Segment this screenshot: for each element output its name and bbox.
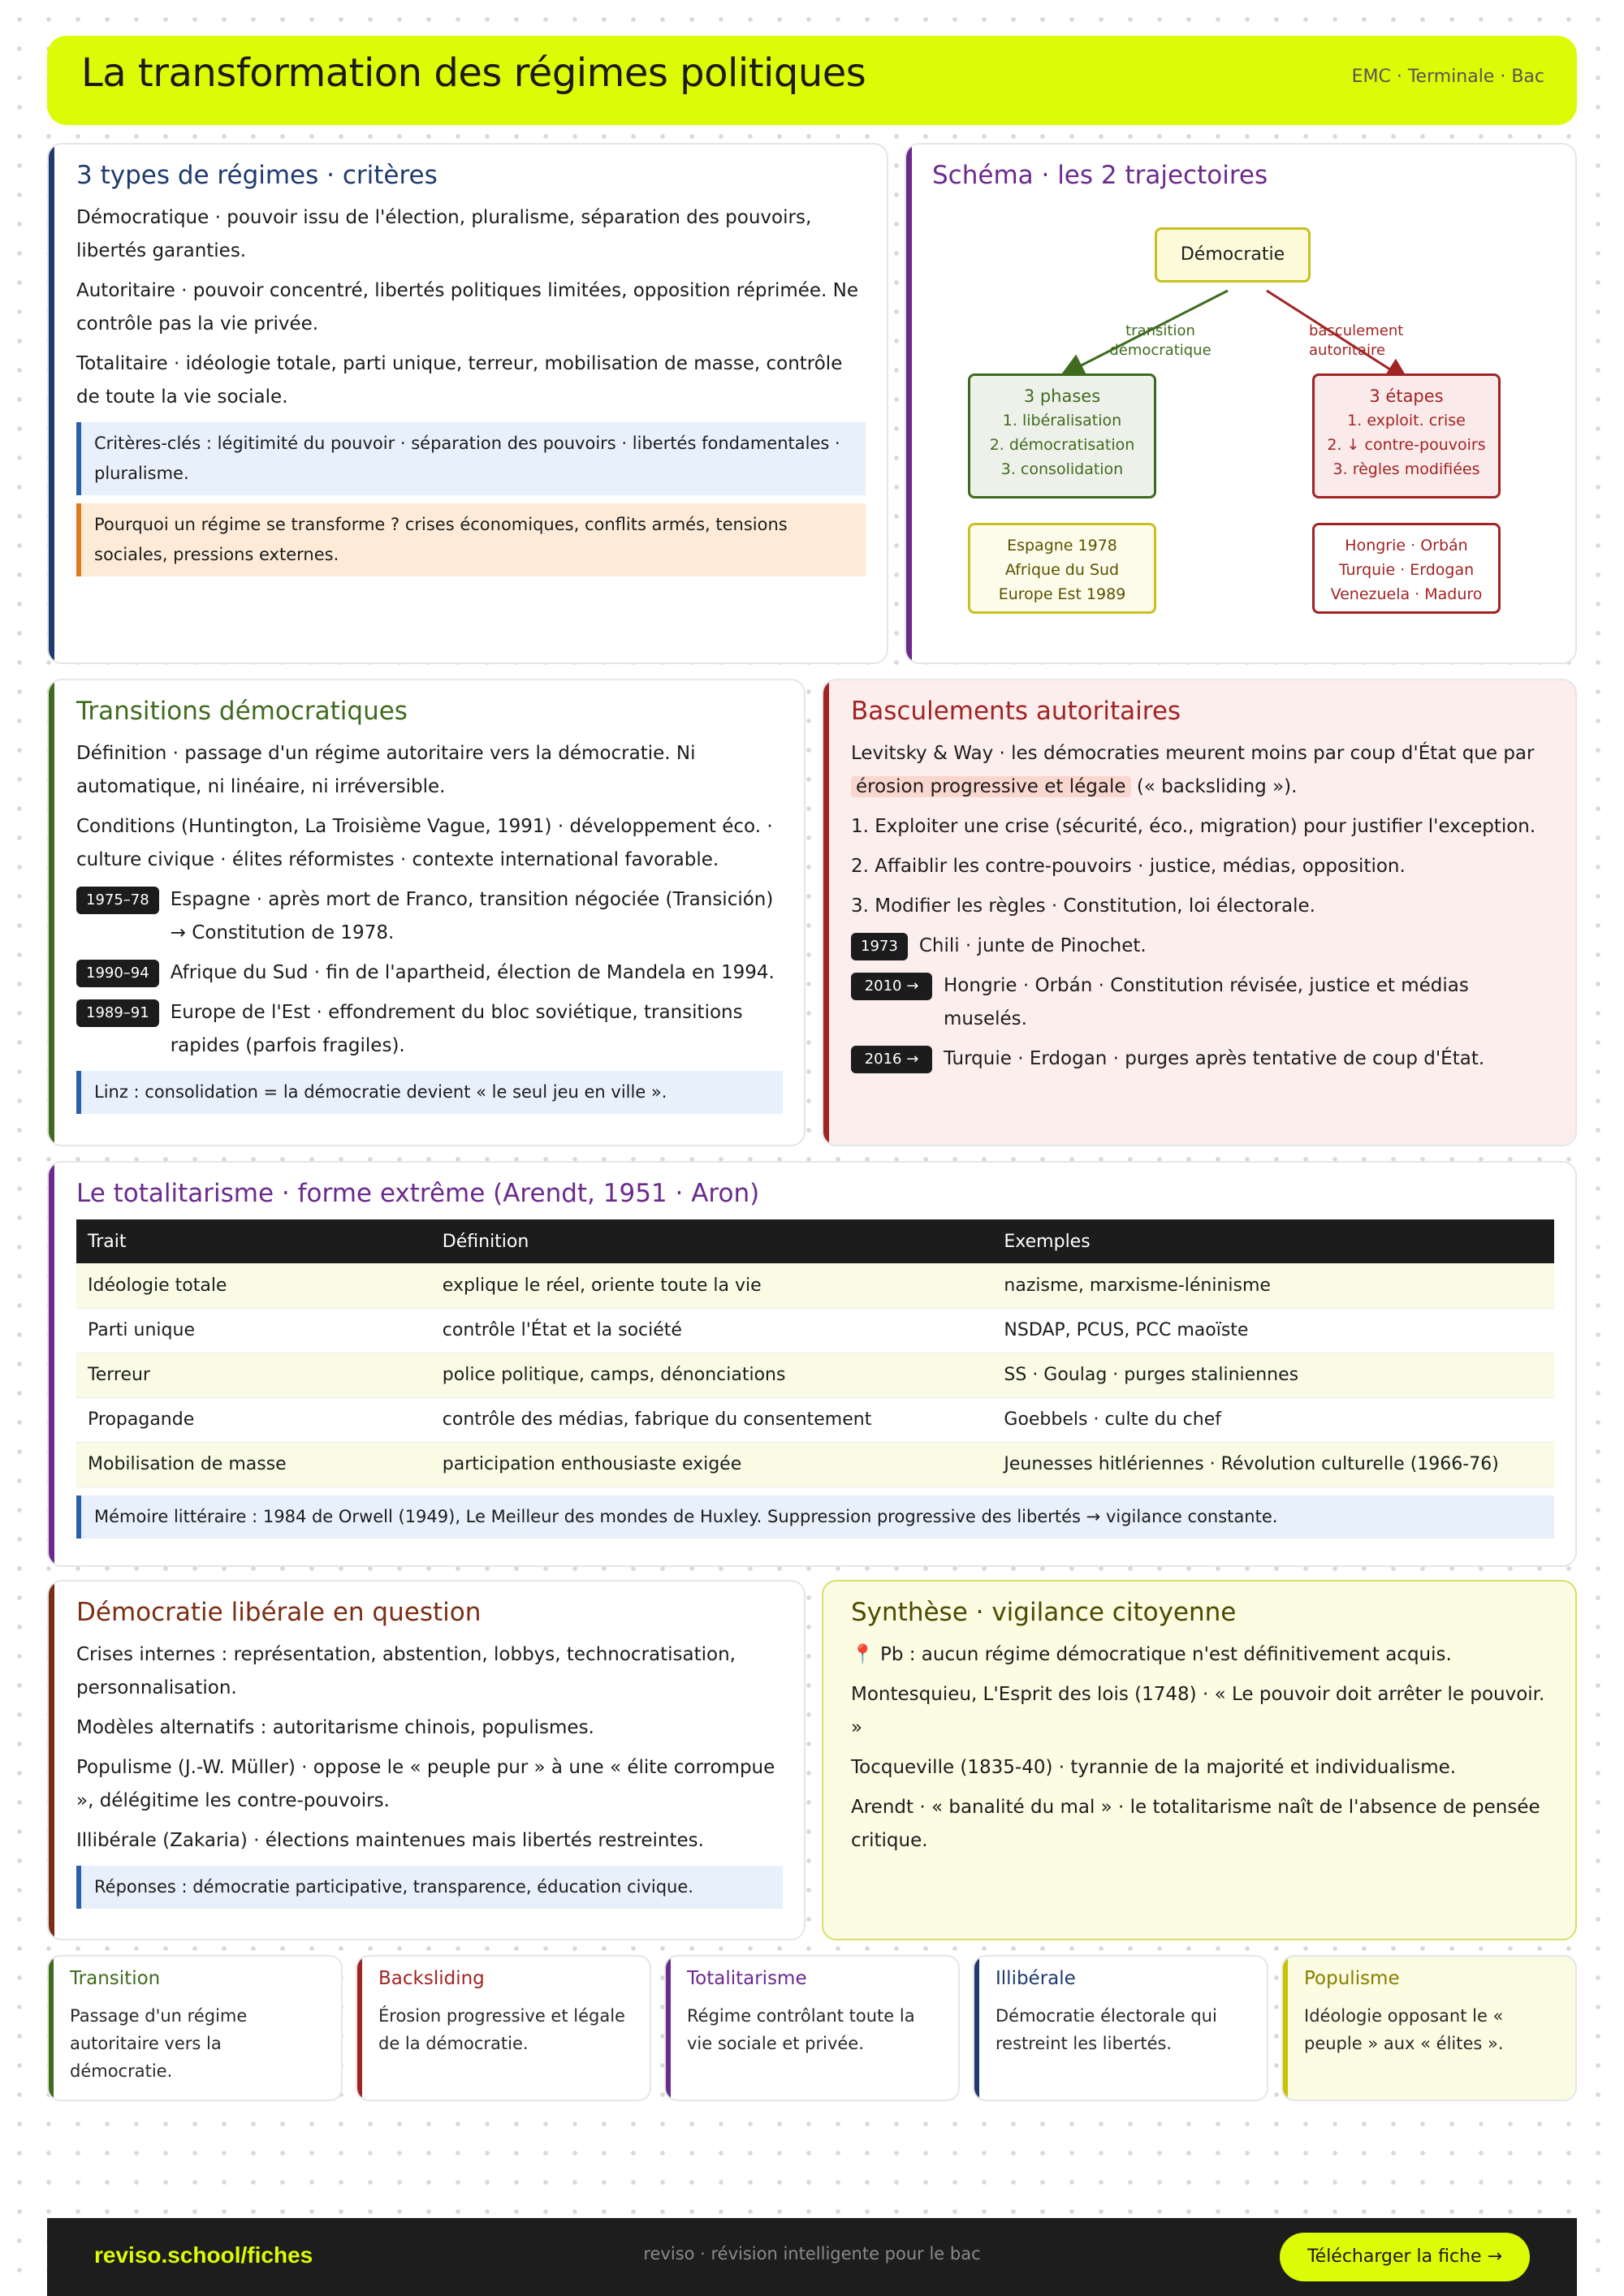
card-title: Transitions démocratiques <box>76 697 408 726</box>
table-cell: contrôle des médias, fabrique du consentement <box>431 1397 993 1442</box>
text-part: (« backsliding »). <box>1130 776 1298 797</box>
table-row <box>76 1263 1554 1308</box>
illiberale-text: Illibérale (Zakaria) · élections maintenues mais libertés restreintes. <box>76 1830 704 1851</box>
highlight: érosion progressive et légale <box>851 776 1131 797</box>
table-cell: NSDAP, PCUS, PCC maoïste <box>992 1308 1554 1353</box>
populisme-text: Populisme (J.-W. Müller) · oppose le « peuple pur » à une « élite corrompue », délégitime les contre-pouvoirs. <box>76 1757 775 1811</box>
table-cell: police politique, camps, dénonciations <box>431 1353 993 1397</box>
card-synthese <box>822 1580 1577 1940</box>
node-heading: 3 phases <box>1023 386 1101 406</box>
example-item: Espagne 1978 <box>1007 537 1117 555</box>
diagram-examples-basculement <box>1312 523 1501 614</box>
table-row <box>76 1397 1554 1442</box>
lexique-card-populisme <box>1281 1955 1577 2101</box>
diagram-node-etapes <box>1312 373 1501 498</box>
text-part: Levitsky & Way · les démocraties meurent moins par coup d'État que par <box>851 743 1535 764</box>
timeline-text: Espagne · après mort de Franco, transition négociée (Transición) → Constitution de 1978. <box>170 889 774 943</box>
memoire-note: Mémoire littéraire : 1984 de Orwell (1949), Le Meilleur des mondes de Huxley. Suppression progressive des libertés → vigilance constante. <box>76 1495 1554 1539</box>
date-tag: 1989–91 <box>76 999 159 1027</box>
timeline-item <box>851 930 1554 963</box>
timeline-text: Hongrie · Orbán · Constitution révisée, justice et médias muselés. <box>944 975 1469 1029</box>
regime-item <box>76 347 866 414</box>
table-cell: Terreur <box>76 1353 431 1397</box>
table-cell: Jeunesses hitlériennes · Révolution culturelle (1966-76) <box>992 1442 1554 1487</box>
regime-item <box>76 201 866 268</box>
timeline-item <box>851 1042 1554 1076</box>
regime-item <box>76 274 866 341</box>
regime-name: Autoritaire <box>76 280 175 301</box>
lexique-definition: Idéologie opposant le « peuple » aux « élites ». <box>1304 2006 1504 2053</box>
table-header-row <box>76 1219 1554 1263</box>
lexique-term: Populisme <box>1304 1968 1400 1989</box>
table-cell: Propagande <box>76 1397 431 1442</box>
reponses-note: Réponses : démocratie participative, transparence, éducation civique. <box>76 1866 783 1909</box>
card-title: Démocratie libérale en question <box>76 1598 482 1627</box>
probleme-label: Pb : aucun régime démocratique n'est définitivement acquis. <box>879 1644 1452 1665</box>
table-row <box>76 1308 1554 1353</box>
diagram-examples-transition <box>968 523 1156 614</box>
example-item: Turquie · Erdogan <box>1338 561 1475 579</box>
card-accent-bar <box>49 680 54 1145</box>
node-item: 3. règles modifiées <box>1332 460 1480 478</box>
crises-text: Crises internes : représentation, abstention, lobbys, technocratisation, personnalisation. <box>76 1644 736 1698</box>
card-title: Basculements autoritaires <box>851 697 1181 726</box>
example-item: Afrique du Sud <box>1004 561 1120 579</box>
edge-label-basculement <box>1309 322 1447 360</box>
lexique-definition: Érosion progressive et légale de la démocratie. <box>378 2006 625 2053</box>
arendt-text: Arendt · « banalité du mal » · le totalitarisme naît de l'absence de pensée critique. <box>851 1797 1540 1851</box>
regime-name: Totalitaire <box>76 353 168 374</box>
why-note: Pourquoi un régime se transforme ? crises économiques, conflits armés, tensions sociales, pressions externes. <box>76 503 866 576</box>
card-title: Schéma · les 2 trajectoires <box>932 161 1268 190</box>
lexique-card-totalitarisme <box>664 1955 960 2101</box>
footer-tagline: reviso · révision intelligente pour le bac <box>643 2244 981 2264</box>
lexique-card-transition <box>47 1955 343 2101</box>
table-row <box>76 1353 1554 1397</box>
modeles-text: Modèles alternatifs : autoritarisme chinois, populismes. <box>76 1717 594 1738</box>
table-cell: Idéologie totale <box>76 1263 431 1308</box>
lexique-definition: Passage d'un régime autoritaire vers la démocratie. <box>70 2006 248 2081</box>
timeline-text: Europe de l'Est · effondrement du bloc soviétique, transitions rapides (parfois fragiles). <box>170 1002 743 1056</box>
pin-icon: 📍 <box>851 1644 875 1665</box>
table-cell: Mobilisation de masse <box>76 1442 431 1487</box>
lexique-term: Totalitarisme <box>687 1968 807 1989</box>
column-header: Définition <box>431 1219 993 1263</box>
conditions-text: Conditions (Huntington, La Troisième Vague, 1991) · développement éco. · culture civique · élites réformistes · contexte international favorable. <box>76 816 773 870</box>
table-cell: nazisme, marxisme-léninisme <box>992 1263 1554 1308</box>
page-title: La transformation des régimes politiques <box>81 50 866 96</box>
page-meta: EMC · Terminale · Bac <box>1351 67 1544 87</box>
table-cell: participation enthousiaste exigée <box>431 1442 993 1487</box>
table-cell: SS · Goulag · purges staliniennes <box>992 1353 1554 1397</box>
timeline-text: Turquie · Erdogan · purges après tentative de coup d'État. <box>944 1048 1485 1069</box>
table-row <box>76 1442 1554 1487</box>
brand-link[interactable]: reviso.school/fiches <box>94 2242 313 2268</box>
step-item: 2. Affaiblir les contre-pouvoirs · justice, médias, opposition. <box>851 856 1406 877</box>
card-types-regimes <box>47 143 888 664</box>
column-header: Exemples <box>992 1219 1554 1263</box>
node-heading: 3 étapes <box>1369 386 1444 406</box>
page-header <box>47 36 1577 125</box>
column-header: Trait <box>76 1219 431 1263</box>
table-cell: Goebbels · culte du chef <box>992 1397 1554 1442</box>
card-title: 3 types de régimes · critères <box>76 161 438 190</box>
table-cell: contrôle l'État et la société <box>431 1308 993 1353</box>
probleme-text <box>851 1638 1554 1672</box>
card-accent-bar <box>49 1582 54 1939</box>
date-tag: 2010 → <box>851 973 932 1000</box>
date-tag: 1990–94 <box>76 960 159 987</box>
example-item: Venezuela · Maduro <box>1330 585 1483 603</box>
card-accent-bar <box>49 145 54 662</box>
timeline-item <box>76 996 783 1063</box>
levitsky-text <box>851 737 1554 804</box>
table-cell: explique le réel, oriente toute la vie <box>431 1263 993 1308</box>
timeline-text: Chili · junte de Pinochet. <box>918 935 1147 956</box>
card-accent-bar <box>823 680 829 1145</box>
card-basculements <box>822 679 1577 1146</box>
traits-table <box>76 1219 1554 1487</box>
definition-text: Définition · passage d'un régime autoritaire vers la démocratie. Ni automatique, ni linéaire, ni irréversible. <box>76 743 696 797</box>
example-item: Europe Est 1989 <box>998 585 1126 603</box>
page-footer <box>47 2218 1577 2296</box>
tocqueville-text: Tocqueville (1835-40) · tyrannie de la majorité et individualisme. <box>851 1757 1457 1778</box>
lexique-term: Backsliding <box>378 1968 485 1989</box>
timeline-item <box>76 883 783 950</box>
date-tag: 1975–78 <box>76 887 159 914</box>
card-democratie-liberale <box>47 1580 806 1940</box>
card-totalitarisme <box>47 1161 1577 1567</box>
lexique-term: Illibérale <box>996 1968 1076 1989</box>
card-transitions <box>47 679 806 1146</box>
montesquieu-text: Montesquieu, L'Esprit des lois (1748) · « Le pouvoir doit arrêter le pouvoir. » <box>851 1684 1545 1738</box>
timeline-text: Afrique du Sud · fin de l'apartheid, élection de Mandela en 1994. <box>170 962 775 983</box>
node-item: 1. libéralisation <box>1002 412 1122 429</box>
lexique-definition: Démocratie électorale qui restreint les libertés. <box>996 2006 1217 2053</box>
edge-label-text: basculement autoritaire <box>1309 322 1404 359</box>
date-tag: 2016 → <box>851 1046 932 1073</box>
regime-name: Démocratique <box>76 207 209 228</box>
edge-label-transition <box>1091 322 1229 360</box>
node-item: 2. démocratisation <box>989 436 1135 454</box>
step-item: 3. Modifier les règles · Constitution, loi électorale. <box>851 896 1315 917</box>
card-title: Le totalitarisme · forme extrême (Arendt, 1951 · Aron) <box>76 1179 760 1208</box>
step-item: 1. Exploiter une crise (sécurité, éco., migration) pour justifier l'exception. <box>851 816 1536 837</box>
diagram-node-democratie: Démocratie <box>1155 227 1311 283</box>
lexique-card-backsliding <box>356 1955 651 2101</box>
regime-desc: · pouvoir issu de l'élection, pluralisme, séparation des pouvoirs, libertés garanties. <box>76 207 812 261</box>
lexique-term: Transition <box>70 1968 161 1989</box>
regime-desc: · idéologie totale, parti unique, terreur, mobilisation de masse, contrôle de toute la vie sociale. <box>76 353 843 408</box>
node-item: 3. consolidation <box>1000 460 1124 478</box>
example-item: Hongrie · Orbán <box>1345 537 1468 555</box>
regime-desc: · pouvoir concentré, libertés politiques limitées, opposition réprimée. Ne contrôle pas la vie privée. <box>76 280 859 334</box>
timeline-item <box>851 969 1554 1036</box>
diagram-node-phases <box>968 373 1156 498</box>
download-button[interactable]: Télécharger la fiche → <box>1280 2233 1530 2281</box>
lexique-card-illiberale <box>973 1955 1268 2101</box>
table-cell: Parti unique <box>76 1308 431 1353</box>
date-tag: 1973 <box>851 933 908 960</box>
card-title: Synthèse · vigilance citoyenne <box>851 1598 1237 1627</box>
node-item: 2. ↓ contre-pouvoirs <box>1327 436 1486 454</box>
edge-label-text: transition démocratique <box>1109 322 1212 359</box>
card-schema <box>905 143 1577 664</box>
linz-note: Linz : consolidation = la démocratie devient « le seul jeu en ville ». <box>76 1071 783 1114</box>
timeline-item <box>76 956 783 990</box>
criteria-note: Critères-clés : légitimité du pouvoir · séparation des pouvoirs · libertés fondamentales · pluralisme. <box>76 422 866 495</box>
node-item: 1. exploit. crise <box>1347 412 1466 429</box>
card-accent-bar <box>49 1163 54 1565</box>
lexique-definition: Régime contrôlant toute la vie sociale et privée. <box>687 2006 915 2053</box>
